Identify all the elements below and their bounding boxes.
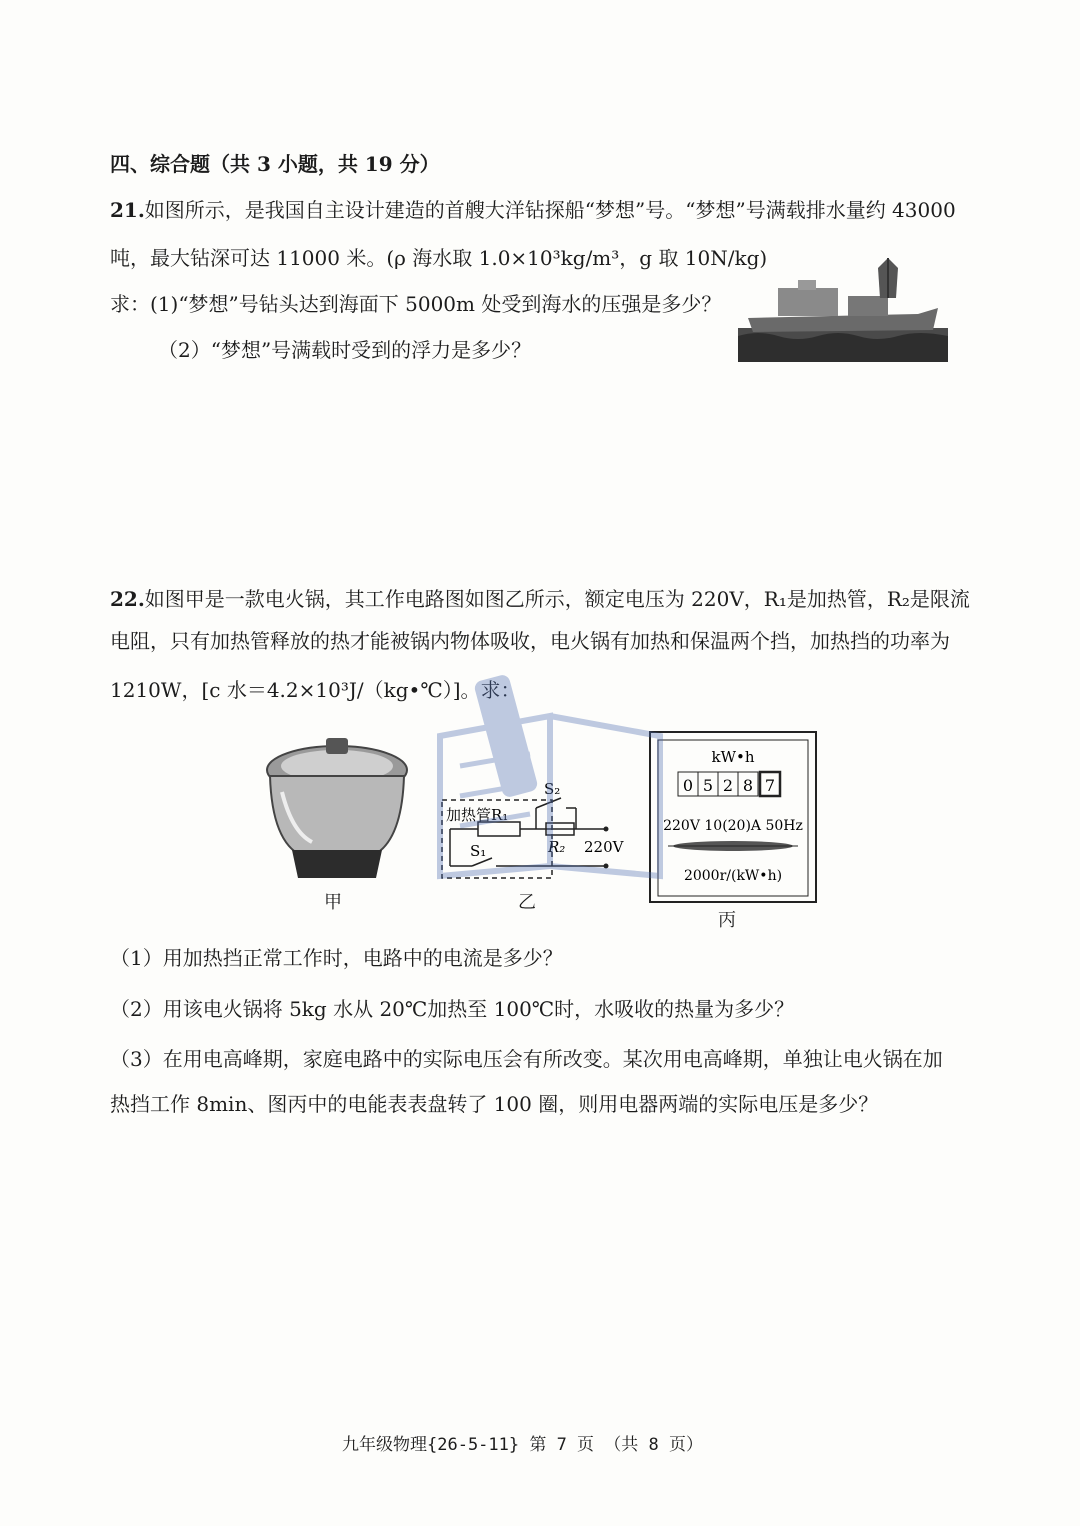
q22-sub3b: 热挡工作 8min、图丙中的电能表表盘转了 100 圈，则用电器两端的实际电压是多少？ <box>110 1092 879 1116</box>
q22-number: 22. <box>110 587 145 611</box>
circuit-r2-label: R₂ <box>548 838 566 856</box>
q21-line3: 求：(1)“梦想”号钻头达到海面下 5000m 处受到海水的压强是多少？ <box>110 292 722 316</box>
q22-sub3a: （3）在用电高峰期，家庭电路中的实际电压会有所改变。某次用电高峰期，单独让电火锅在加 <box>110 1047 943 1071</box>
q21-number: 21. <box>110 198 145 222</box>
q22-line3: 1210W，[c 水＝4.2×10³J/（kg•℃）]。求： <box>110 678 521 702</box>
page-footer: 九年级物理{26-5-11} 第 7 页 （共 8 页） <box>342 1435 703 1455</box>
hotpot-image <box>262 732 412 882</box>
drilling-ship-image <box>738 258 948 362</box>
meter-digit: 8 <box>742 776 754 795</box>
figure-label-jia: 甲 <box>324 892 342 913</box>
meter-spec: 220V 10(20)A 50Hz <box>663 818 803 834</box>
q22-sub1: （1）用加热挡正常工作时，电路中的电流是多少？ <box>110 946 563 970</box>
q21-text1: 如图所示，是我国自主设计建造的首艘大洋钻探船“梦想”号。“梦想”号满载排水量约 43000 <box>144 198 956 222</box>
meter-digit: 5 <box>702 776 714 795</box>
q22-line2: 电阻，只有加热管释放的热才能被锅内物体吸收，电火锅有加热和保温两个挡，加热挡的功率为 <box>110 629 950 653</box>
figure-label-bing: 丙 <box>718 910 736 931</box>
q21-line2: 吨，最大钻深可达 11000 米。(ρ 海水取 1.0×10³kg/m³，g 取 10N/kg) <box>110 246 768 270</box>
meter-unit: kW•h <box>711 748 755 766</box>
q22-sub2: （2）用该电火锅将 5kg 水从 20℃加热至 100℃时，水吸收的热量为多少？ <box>110 997 795 1021</box>
q22-line1 <box>110 585 970 613</box>
meter-digit: 2 <box>722 776 734 795</box>
circuit-s1-label: S₁ <box>470 842 487 860</box>
watermark-logo <box>430 676 700 886</box>
section-title: 四、综合题（共 3 小题，共 19 分） <box>110 152 440 176</box>
meter-digit: 0 <box>682 776 694 795</box>
q21-line4: （2）“梦想”号满载时受到的浮力是多少？ <box>158 338 532 362</box>
q22-text1: 如图甲是一款电火锅，其工作电路图如图乙所示，额定电压为 220V，R₁是加热管，R₂是限流 <box>144 587 970 611</box>
circuit-voltage-label: 220V <box>584 838 624 856</box>
circuit-heater-label: 加热管R₁ <box>446 806 509 824</box>
circuit-s2-label: S₂ <box>544 780 561 798</box>
meter-rate: 2000r/(kW•h) <box>683 868 783 884</box>
meter-digit-decimal: 7 <box>764 776 776 795</box>
q21-line1 <box>110 196 956 224</box>
figure-label-yi: 乙 <box>518 892 536 913</box>
